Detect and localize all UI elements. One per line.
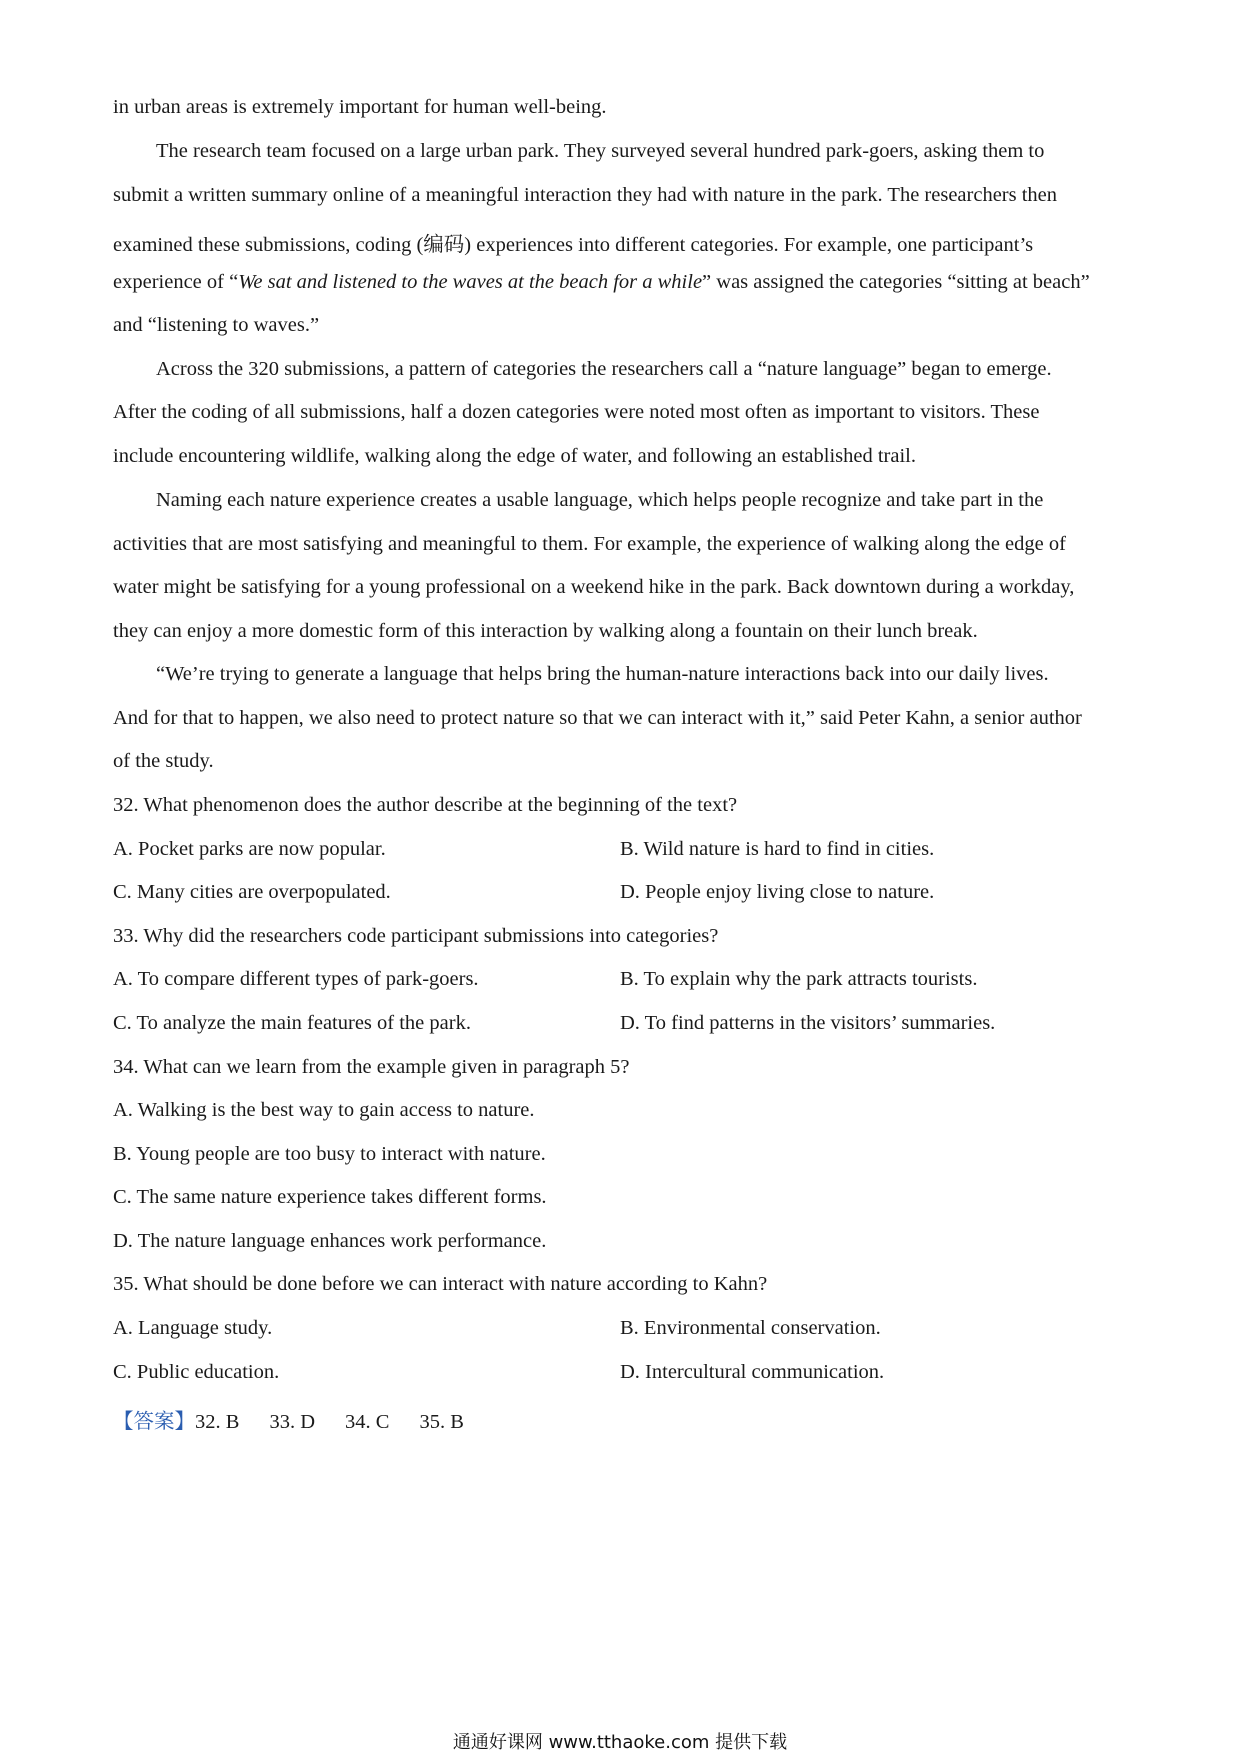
question-33-option-d: D. To find patterns in the visitors’ summaries. [620,1012,996,1034]
paragraph-line: include encountering wildlife, walking along the edge of water, and following an established trail. [113,445,916,467]
answer-33: 33. D [269,1411,315,1433]
question-32-option-c: C. Many cities are overpopulated. [113,881,391,903]
paragraph-line: of the study. [113,750,214,772]
question-34-option-a: A. Walking is the best way to gain access to nature. [113,1099,535,1121]
paragraph-line: and “listening to waves.” [113,314,320,336]
answer-32: 32. B [195,1411,240,1433]
paragraph-line: After the coding of all submissions, half a dozen categories were noted most often as important to visitors. These [113,401,1040,423]
question-34-option-b: B. Young people are too busy to interact with nature. [113,1143,546,1165]
question-35-option-b: B. Environmental conservation. [620,1317,881,1339]
paragraph-line: they can enjoy a more domestic form of this interaction by walking along a fountain on their lunch break. [113,620,978,642]
page-footer: 通通好课网 www.tthaoke.com 提供下载 [452,1732,788,1753]
answer-key [113,1404,464,1434]
question-34-option-c: C. The same nature experience takes different forms. [113,1186,547,1208]
paragraph-line: in urban areas is extremely important for human well-being. [113,96,607,118]
paragraph-line: The research team focused on a large urban park. They surveyed several hundred park-goers, asking them to [156,140,1045,162]
question-35-stem: 35. What should be done before we can interact with nature according to Kahn? [113,1273,768,1295]
paragraph-line: water might be satisfying for a young professional on a weekend hike in the park. Back downtown during a workday, [113,576,1075,598]
paragraph-line [113,271,1090,294]
paragraph-line: submit a written summary online of a meaningful interaction they had with nature in the park. The researchers then [113,184,1058,206]
question-35-option-d: D. Intercultural communication. [620,1361,885,1383]
text-span: experience of “ [113,271,239,293]
question-34-option-d: D. The nature language enhances work performance. [113,1230,547,1252]
answer-35: 35. B [419,1411,464,1433]
paragraph-line: Across the 320 submissions, a pattern of categories the researchers call a “nature language” began to emerge. [156,358,1052,380]
quoted-experience: We sat and listened to the waves at the beach for a while [238,271,703,293]
question-33-option-c: C. To analyze the main features of the park. [113,1012,471,1034]
answer-34: 34. C [345,1411,390,1433]
paragraph-line: Naming each nature experience creates a usable language, which helps people recognize and take part in the [156,489,1044,511]
question-33-stem: 33. Why did the researchers code participant submissions into categories? [113,925,719,947]
paragraph-line: examined these submissions, coding (编码) experiences into different categories. For example, one participant’s [113,234,1034,256]
paragraph-line: And for that to happen, we also need to protect nature so that we can interact with it,” said Peter Kahn, a senior author [113,707,1082,729]
question-35-option-c: C. Public education. [113,1361,280,1383]
question-32-stem: 32. What phenomenon does the author describe at the beginning of the text? [113,794,738,816]
question-35-option-a: A. Language study. [113,1317,273,1339]
question-32-option-a: A. Pocket parks are now popular. [113,838,386,860]
question-32-option-d: D. People enjoy living close to nature. [620,881,935,903]
text-span: ” was assigned the categories “sitting at beach” [702,271,1090,293]
answer-label: 【答案】 [113,1411,195,1433]
paragraph-line: activities that are most satisfying and meaningful to them. For example, the experience of walking along the edge of [113,533,1066,555]
question-33-option-a: A. To compare different types of park-goers. [113,968,479,990]
paragraph-line: “We’re trying to generate a language that helps bring the human-nature interactions back into our daily lives. [156,663,1049,685]
question-33-option-b: B. To explain why the park attracts tourists. [620,968,978,990]
question-34-stem: 34. What can we learn from the example given in paragraph 5? [113,1056,630,1078]
question-32-option-b: B. Wild nature is hard to find in cities. [620,838,935,860]
